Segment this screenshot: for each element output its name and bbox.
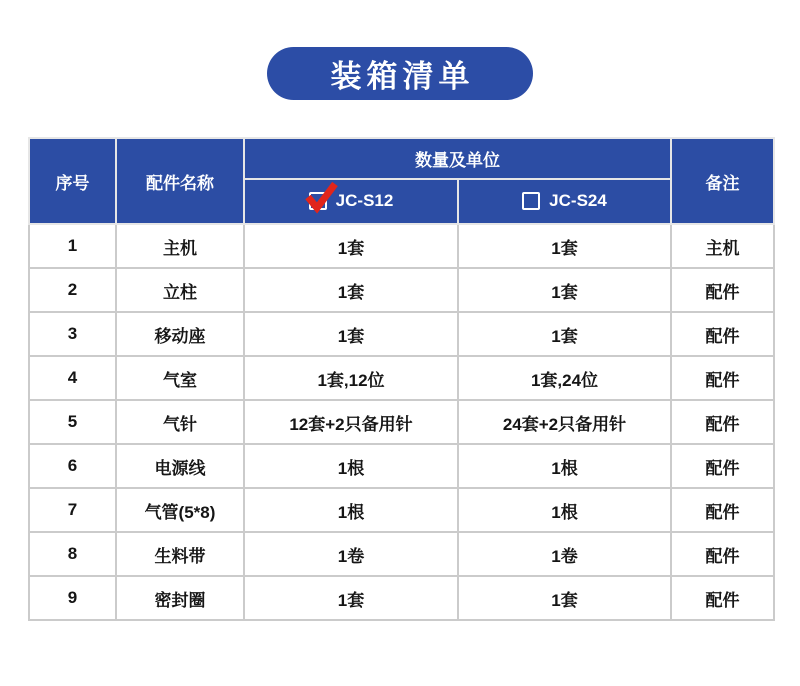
jc-s24-checkbox[interactable] — [522, 192, 540, 210]
qty-jc-s12-cell: 1套 — [244, 268, 458, 312]
table-row — [29, 400, 774, 444]
remark-cell: 配件 — [671, 488, 774, 532]
row-index-cell: 9 — [29, 576, 116, 620]
col-header-quantity-unit: 数量及单位 — [244, 138, 671, 179]
table-row — [29, 532, 774, 576]
qty-jc-s24-cell: 1卷 — [458, 532, 671, 576]
row-index-cell: 7 — [29, 488, 116, 532]
col-header-part-name: 配件名称 — [116, 138, 244, 224]
qty-jc-s12-cell: 1套 — [244, 312, 458, 356]
table-row — [29, 444, 774, 488]
col-header-jc-s24 — [458, 179, 671, 224]
model-label-jc-s24: JC-S24 — [549, 191, 607, 210]
remark-cell: 配件 — [671, 312, 774, 356]
qty-jc-s12-cell: 1套 — [244, 224, 458, 268]
table-row — [29, 312, 774, 356]
model-label-jc-s12: JC-S12 — [335, 191, 394, 210]
red-check-icon — [305, 181, 338, 212]
table-row — [29, 576, 774, 620]
qty-jc-s12-cell: 1根 — [244, 488, 458, 532]
row-index-cell: 4 — [29, 356, 116, 400]
checkbox-icon — [522, 192, 540, 210]
table-row — [29, 488, 774, 532]
qty-jc-s24-cell: 24套+2只备用针 — [458, 400, 671, 444]
qty-jc-s24-cell: 1套,24位 — [458, 356, 671, 400]
col-header-jc-s12 — [244, 179, 458, 224]
packing-list-table — [28, 137, 775, 621]
qty-jc-s12-cell: 1套,12位 — [244, 356, 458, 400]
part-name-cell: 气管(5*8) — [116, 488, 244, 532]
qty-jc-s24-cell: 1套 — [458, 576, 671, 620]
qty-jc-s12-cell: 12套+2只备用针 — [244, 400, 458, 444]
remark-cell: 配件 — [671, 356, 774, 400]
part-name-cell: 电源线 — [116, 444, 244, 488]
jc-s12-checkbox[interactable] — [309, 192, 327, 210]
part-name-cell: 密封圈 — [116, 576, 244, 620]
col-header-remark: 备注 — [671, 138, 774, 224]
table-row — [29, 268, 774, 312]
table-row — [29, 224, 774, 268]
remark-cell: 配件 — [671, 400, 774, 444]
part-name-cell: 气针 — [116, 400, 244, 444]
page-title: 装箱清单 — [330, 59, 475, 94]
table-header — [29, 138, 774, 224]
part-name-cell: 气室 — [116, 356, 244, 400]
part-name-cell: 立柱 — [116, 268, 244, 312]
remark-cell: 配件 — [671, 268, 774, 312]
qty-jc-s24-cell: 1套 — [458, 312, 671, 356]
qty-jc-s12-cell: 1根 — [244, 444, 458, 488]
page-title-badge — [267, 47, 533, 100]
qty-jc-s12-cell: 1套 — [244, 576, 458, 620]
part-name-cell: 生料带 — [116, 532, 244, 576]
part-name-cell: 主机 — [116, 224, 244, 268]
row-index-cell: 3 — [29, 312, 116, 356]
remark-cell: 配件 — [671, 532, 774, 576]
row-index-cell: 2 — [29, 268, 116, 312]
qty-jc-s12-cell: 1卷 — [244, 532, 458, 576]
remark-cell: 配件 — [671, 444, 774, 488]
row-index-cell: 8 — [29, 532, 116, 576]
qty-jc-s24-cell: 1套 — [458, 268, 671, 312]
qty-jc-s24-cell: 1根 — [458, 444, 671, 488]
row-index-cell: 1 — [29, 224, 116, 268]
qty-jc-s24-cell: 1根 — [458, 488, 671, 532]
part-name-cell: 移动座 — [116, 312, 244, 356]
table-row — [29, 356, 774, 400]
row-index-cell: 5 — [29, 400, 116, 444]
remark-cell: 配件 — [671, 576, 774, 620]
row-index-cell: 6 — [29, 444, 116, 488]
col-header-index: 序号 — [29, 138, 116, 224]
qty-jc-s24-cell: 1套 — [458, 224, 671, 268]
table-body — [29, 224, 774, 620]
remark-cell: 主机 — [671, 224, 774, 268]
